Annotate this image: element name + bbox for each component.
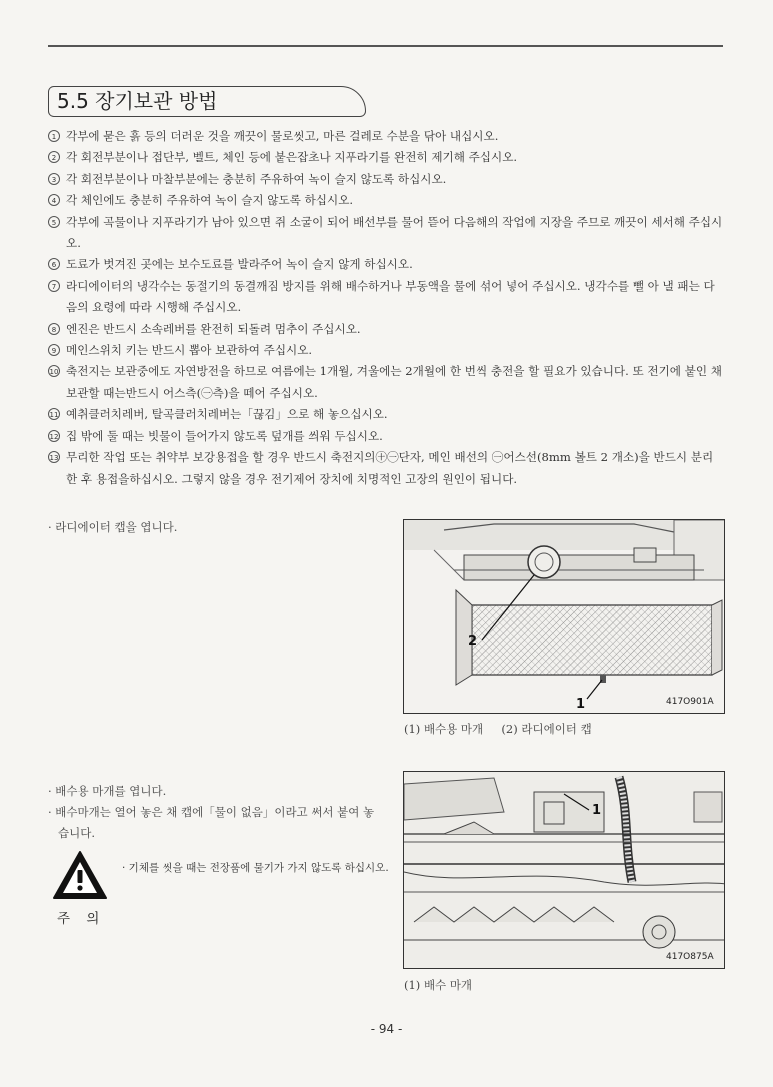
item-text: 각부에 곡물이나 지푸라기가 남아 있으면 쥐 소굴이 되어 배선부를 물어 뜯어 다음해의 작업에 지장을 주므로 깨끗이 세서해 주십시오. <box>66 214 723 251</box>
drain-figure-code: 417O875A <box>666 952 714 962</box>
radiator-illustration <box>404 520 725 714</box>
item-text: 무리한 작업 또는 취약부 보강용접을 할 경우 반드시 축전지의㊉㊀단자, 메인 배선의 ㊀어스선(8mm 볼트 2 개소)을 반드시 분리한 후 용접을하십시오. 그렇지 않을 경우 전기제어 장치에 치명적인 고장의 원인이 됩니다. <box>66 450 714 486</box>
item-number-badge: 4 <box>48 194 60 206</box>
item-number-badge: 5 <box>48 216 60 228</box>
storage-item <box>48 276 724 319</box>
radiator-figure <box>403 519 725 714</box>
drain-callout-1: 1 <box>592 803 602 818</box>
item-number-badge: 1 <box>48 130 60 142</box>
item-number-badge: 9 <box>48 344 60 356</box>
item-text: 축전지는 보관중에도 자연방전을 하므로 여름에는 1개월, 겨울에는 2개월에 한 번씩 충전을 할 필요가 있습니다. 또 전기에 붙인 채 보관할 때는반드시 어스측(㊀측)을 떼어 주십시오. <box>66 364 722 400</box>
item-number-badge: 12 <box>48 430 60 442</box>
item-number-badge: 8 <box>48 323 60 335</box>
top-rule <box>48 45 723 47</box>
drain-caption: (1) 배수 마개 <box>404 978 473 992</box>
storage-item <box>48 169 724 190</box>
item-text: 라디에이터의 냉각수는 동절기의 동결깨짐 방지를 위해 배수하거나 부동액을 물에 섞어 넣어 주십시오. 냉각수를 뺄 아 낼 패는 다음의 요령에 따라 시행해 주십시오. <box>66 278 715 315</box>
item-text: 메인스위치 키는 반드시 뽑아 보관하여 주십시오. <box>66 343 313 358</box>
item-number-badge: 10 <box>48 365 60 377</box>
storage-item <box>48 254 724 275</box>
radiator-callout-1: 1 <box>576 697 586 712</box>
caution-text: · 기체를 씻을 때는 전장품에 물기가 가지 않도록 하십시오. <box>122 862 389 874</box>
caution-label: 주 의 <box>57 911 106 927</box>
storage-item <box>48 361 724 404</box>
drain-illustration <box>404 772 725 969</box>
item-text: 각 체인에도 충분히 주유하여 녹이 슬지 않도록 하십시오. <box>66 193 354 208</box>
radiator-note: · 라디에이터 캡을 엽니다. <box>48 520 178 534</box>
drain-note-1: · 배수용 마개를 엽니다. <box>48 784 167 798</box>
item-number-badge: 13 <box>48 451 60 463</box>
warning-triangle-icon <box>52 850 108 900</box>
section-title: 5.5 장기보관 방법 <box>48 86 366 117</box>
drain-note-2: · 배수마개는 열어 놓은 채 캡에「물이 없음」이라고 써서 붙여 놓습니다. <box>48 805 375 840</box>
item-text: 각 회전부분이나 접단부, 벨트, 체인 등에 붙은잡초나 지푸라기를 완전히 제기해 주십시오. <box>66 150 518 165</box>
storage-item <box>48 426 724 447</box>
item-number-badge: 3 <box>48 173 60 185</box>
item-text: 집 밖에 둘 때는 빗물이 들어가지 않도록 덮개를 씌워 두십시오. <box>66 428 383 443</box>
radiator-figure-code: 417O901A <box>666 697 714 707</box>
item-text: 도료가 벗겨진 곳에는 보수도료를 발라주어 녹이 슬지 않게 하십시오. <box>66 257 413 272</box>
item-text: 각부에 묻은 흙 등의 더러운 것을 깨끗이 물로씻고, 마른 걸레로 수분을 닦아 내십시오. <box>66 129 499 143</box>
storage-item <box>48 126 724 147</box>
radiator-caption: (1) 배수용 마개 (2) 라디에이터 캡 <box>404 722 592 736</box>
storage-item <box>48 147 724 168</box>
page-number: - 94 - <box>370 1022 403 1036</box>
storage-item <box>48 404 724 425</box>
item-number-badge: 2 <box>48 151 60 163</box>
storage-item <box>48 190 724 211</box>
storage-item <box>48 212 724 255</box>
storage-item <box>48 447 724 490</box>
item-text: 엔진은 반드시 소속레버를 완전히 되돌려 멈추이 주십시오. <box>66 321 361 336</box>
radiator-callout-2: 2 <box>468 634 478 649</box>
item-number-badge: 6 <box>48 258 60 270</box>
storage-items-list <box>48 126 724 490</box>
item-number-badge: 7 <box>48 280 60 292</box>
storage-item <box>48 319 724 340</box>
drain-figure <box>403 771 725 969</box>
item-text: 각 회전부분이나 마찰부분에는 충분히 주유하여 녹이 슬지 않도록 하십시오. <box>66 171 447 186</box>
storage-item <box>48 340 724 361</box>
item-number-badge: 11 <box>48 408 60 420</box>
item-text: 예취클러치레버, 탈곡클러치레버는「끊김」으로 해 놓으십시오. <box>66 407 388 422</box>
